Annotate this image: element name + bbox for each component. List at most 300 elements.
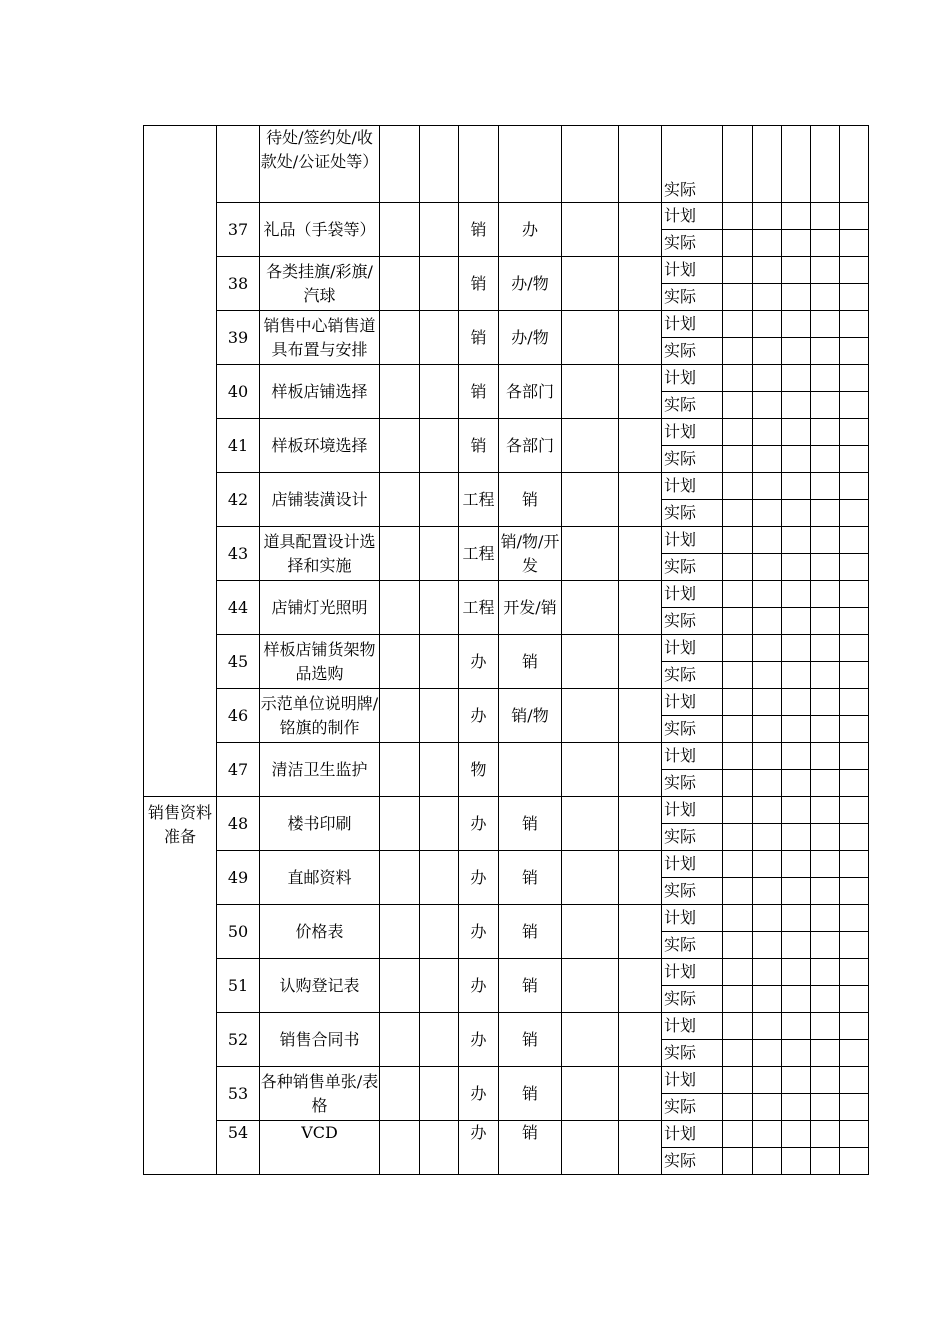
timeline-cell xyxy=(782,419,811,446)
timeline-cell xyxy=(811,581,840,608)
empty-cell xyxy=(619,743,662,797)
table-row xyxy=(144,743,869,770)
empty-cell xyxy=(562,581,619,635)
timeline-cell xyxy=(840,878,869,905)
timeline-cell xyxy=(811,527,840,554)
plan-label: 计划 xyxy=(662,1067,723,1094)
timeline-cell xyxy=(840,1067,869,1094)
number-cell: 45 xyxy=(217,635,260,689)
empty-cell xyxy=(562,635,619,689)
number-cell: 48 xyxy=(217,797,260,851)
timeline-cell xyxy=(840,1094,869,1121)
empty-cell xyxy=(619,1121,662,1175)
timeline-cell xyxy=(840,473,869,500)
empty-cell xyxy=(562,126,619,203)
timeline-cell xyxy=(753,203,782,230)
assist-dept-cell: 销 xyxy=(499,473,562,527)
schedule-table xyxy=(143,125,869,1175)
empty-cell xyxy=(420,126,459,203)
timeline-cell xyxy=(723,770,753,797)
timeline-cell xyxy=(782,284,811,311)
timeline-cell xyxy=(811,473,840,500)
plan-label: 计划 xyxy=(662,203,723,230)
timeline-cell xyxy=(840,932,869,959)
table-row xyxy=(144,959,869,986)
timeline-cell xyxy=(782,581,811,608)
assist-dept-cell: 办/物 xyxy=(499,257,562,311)
empty-cell xyxy=(619,311,662,365)
empty-cell xyxy=(562,1013,619,1067)
timeline-cell xyxy=(811,1121,840,1148)
number-cell: 47 xyxy=(217,743,260,797)
assist-dept-cell: 销 xyxy=(499,797,562,851)
timeline-cell xyxy=(753,986,782,1013)
table-row xyxy=(144,1067,869,1094)
task-cell: 样板环境选择 xyxy=(260,419,380,473)
assist-dept-cell: 各部门 xyxy=(499,419,562,473)
timeline-cell xyxy=(753,446,782,473)
timeline-cell xyxy=(753,932,782,959)
task-cell: 各种销售单张/表格 xyxy=(260,1067,380,1121)
empty-cell xyxy=(619,126,662,203)
empty-cell xyxy=(380,581,420,635)
plan-label: 计划 xyxy=(662,797,723,824)
timeline-cell xyxy=(753,419,782,446)
actual-label: 实际 xyxy=(662,1094,723,1121)
table-row xyxy=(144,1121,869,1148)
timeline-cell xyxy=(811,203,840,230)
timeline-cell xyxy=(840,1121,869,1148)
number-cell: 46 xyxy=(217,689,260,743)
timeline-cell xyxy=(723,446,753,473)
empty-cell xyxy=(380,527,420,581)
actual-label: 实际 xyxy=(662,230,723,257)
timeline-cell xyxy=(753,554,782,581)
empty-cell xyxy=(380,689,420,743)
timeline-cell xyxy=(753,126,782,203)
timeline-cell xyxy=(782,338,811,365)
task-cell: 销售合同书 xyxy=(260,1013,380,1067)
empty-cell xyxy=(420,203,459,257)
timeline-cell xyxy=(753,1013,782,1040)
task-cell: 样板店铺选择 xyxy=(260,365,380,419)
plan-label: 计划 xyxy=(662,1121,723,1148)
empty-cell xyxy=(619,527,662,581)
empty-cell xyxy=(562,473,619,527)
plan-label: 计划 xyxy=(662,635,723,662)
actual-label: 实际 xyxy=(662,932,723,959)
actual-label: 实际 xyxy=(662,878,723,905)
empty-cell xyxy=(562,365,619,419)
empty-cell xyxy=(420,311,459,365)
timeline-cell xyxy=(723,1067,753,1094)
lead-dept-cell: 销 xyxy=(459,203,499,257)
actual-label: 实际 xyxy=(662,824,723,851)
empty-cell xyxy=(562,1067,619,1121)
actual-label: 实际 xyxy=(662,338,723,365)
empty-cell xyxy=(380,959,420,1013)
timeline-cell xyxy=(811,905,840,932)
timeline-cell xyxy=(753,770,782,797)
timeline-cell xyxy=(753,851,782,878)
empty-cell xyxy=(420,365,459,419)
table-row xyxy=(144,126,869,203)
empty-cell xyxy=(420,959,459,1013)
timeline-cell xyxy=(811,230,840,257)
empty-cell xyxy=(420,743,459,797)
table-row xyxy=(144,797,869,824)
timeline-cell xyxy=(811,1067,840,1094)
timeline-cell xyxy=(782,689,811,716)
timeline-cell xyxy=(782,392,811,419)
actual-label: 实际 xyxy=(662,284,723,311)
timeline-cell xyxy=(811,1148,840,1175)
timeline-cell xyxy=(811,554,840,581)
empty-cell xyxy=(420,905,459,959)
timeline-cell xyxy=(811,689,840,716)
timeline-cell xyxy=(723,311,753,338)
number-cell: 42 xyxy=(217,473,260,527)
timeline-cell xyxy=(723,986,753,1013)
empty-cell xyxy=(380,743,420,797)
table-row xyxy=(144,905,869,932)
timeline-cell xyxy=(782,257,811,284)
table-body xyxy=(144,126,869,1175)
timeline-cell xyxy=(723,338,753,365)
empty-cell xyxy=(562,419,619,473)
empty-cell xyxy=(380,1067,420,1121)
assist-dept-cell: 销 xyxy=(499,851,562,905)
timeline-cell xyxy=(753,500,782,527)
empty-cell xyxy=(380,365,420,419)
timeline-cell xyxy=(840,392,869,419)
timeline-cell xyxy=(782,365,811,392)
timeline-cell xyxy=(811,1094,840,1121)
table-row xyxy=(144,257,869,284)
timeline-cell xyxy=(811,338,840,365)
empty-cell xyxy=(562,743,619,797)
empty-cell xyxy=(562,257,619,311)
task-cell: 各类挂旗/彩旗/汽球 xyxy=(260,257,380,311)
timeline-cell xyxy=(723,635,753,662)
timeline-cell xyxy=(723,905,753,932)
timeline-cell xyxy=(811,446,840,473)
timeline-cell xyxy=(753,878,782,905)
timeline-cell xyxy=(840,1013,869,1040)
actual-label: 实际 xyxy=(662,554,723,581)
empty-cell xyxy=(420,419,459,473)
timeline-cell xyxy=(811,500,840,527)
timeline-cell xyxy=(782,716,811,743)
actual-label: 实际 xyxy=(662,1040,723,1067)
timeline-cell xyxy=(840,446,869,473)
timeline-cell xyxy=(753,824,782,851)
timeline-cell xyxy=(753,257,782,284)
timeline-cell xyxy=(753,365,782,392)
timeline-cell xyxy=(782,824,811,851)
timeline-cell xyxy=(811,419,840,446)
timeline-cell xyxy=(723,851,753,878)
empty-cell xyxy=(619,203,662,257)
timeline-cell xyxy=(840,743,869,770)
timeline-cell xyxy=(753,635,782,662)
timeline-cell xyxy=(753,1121,782,1148)
timeline-cell xyxy=(782,554,811,581)
timeline-cell xyxy=(723,1013,753,1040)
timeline-cell xyxy=(723,716,753,743)
actual-label: 实际 xyxy=(662,392,723,419)
timeline-cell xyxy=(840,230,869,257)
timeline-cell xyxy=(753,1094,782,1121)
empty-cell xyxy=(420,851,459,905)
empty-cell xyxy=(420,473,459,527)
timeline-cell xyxy=(723,1094,753,1121)
plan-label: 计划 xyxy=(662,581,723,608)
timeline-cell xyxy=(782,1040,811,1067)
timeline-cell xyxy=(753,905,782,932)
timeline-cell xyxy=(840,770,869,797)
timeline-cell xyxy=(753,392,782,419)
timeline-cell xyxy=(840,527,869,554)
empty-cell xyxy=(380,1013,420,1067)
task-cell: 楼书印刷 xyxy=(260,797,380,851)
lead-dept-cell: 销 xyxy=(459,311,499,365)
timeline-cell xyxy=(723,824,753,851)
table-row xyxy=(144,311,869,338)
timeline-cell xyxy=(723,500,753,527)
actual-label: 实际 xyxy=(662,986,723,1013)
lead-dept-cell: 销 xyxy=(459,257,499,311)
lead-dept-cell: 办 xyxy=(459,1013,499,1067)
timeline-cell xyxy=(840,311,869,338)
timeline-cell xyxy=(811,311,840,338)
timeline-cell xyxy=(811,365,840,392)
actual-label: 实际 xyxy=(662,716,723,743)
number-cell: 44 xyxy=(217,581,260,635)
timeline-cell xyxy=(723,126,753,203)
timeline-cell xyxy=(782,230,811,257)
timeline-cell xyxy=(782,527,811,554)
empty-cell xyxy=(562,311,619,365)
lead-dept-cell: 办 xyxy=(459,797,499,851)
timeline-cell xyxy=(723,797,753,824)
lead-dept-cell: 办 xyxy=(459,635,499,689)
empty-cell xyxy=(619,959,662,1013)
table-row xyxy=(144,365,869,392)
timeline-cell xyxy=(723,932,753,959)
empty-cell xyxy=(619,635,662,689)
timeline-cell xyxy=(811,770,840,797)
timeline-cell xyxy=(840,635,869,662)
category-cell xyxy=(144,126,217,797)
table-row xyxy=(144,1013,869,1040)
table-row xyxy=(144,689,869,716)
timeline-cell xyxy=(753,959,782,986)
actual-label: 实际 xyxy=(662,662,723,689)
table-row xyxy=(144,419,869,446)
number-cell: 38 xyxy=(217,257,260,311)
timeline-cell xyxy=(753,689,782,716)
timeline-cell xyxy=(782,770,811,797)
plan-label: 计划 xyxy=(662,959,723,986)
lead-dept-cell: 工程 xyxy=(459,527,499,581)
task-cell: VCD xyxy=(260,1121,380,1175)
timeline-cell xyxy=(723,473,753,500)
timeline-cell xyxy=(811,878,840,905)
empty-cell xyxy=(562,203,619,257)
empty-cell xyxy=(380,473,420,527)
timeline-cell xyxy=(840,1040,869,1067)
empty-cell xyxy=(619,797,662,851)
timeline-cell xyxy=(811,1013,840,1040)
plan-label: 计划 xyxy=(662,257,723,284)
timeline-cell xyxy=(782,635,811,662)
timeline-cell xyxy=(811,662,840,689)
timeline-cell xyxy=(840,689,869,716)
assist-dept-cell: 销 xyxy=(499,959,562,1013)
plan-label: 计划 xyxy=(662,419,723,446)
timeline-cell xyxy=(840,500,869,527)
timeline-cell xyxy=(753,230,782,257)
plan-label: 计划 xyxy=(662,527,723,554)
task-cell: 礼品（手袋等） xyxy=(260,203,380,257)
timeline-cell xyxy=(723,392,753,419)
task-cell: 示范单位说明牌/铭旗的制作 xyxy=(260,689,380,743)
timeline-cell xyxy=(840,986,869,1013)
number-cell: 40 xyxy=(217,365,260,419)
timeline-cell xyxy=(840,554,869,581)
timeline-cell xyxy=(753,581,782,608)
empty-cell xyxy=(619,1013,662,1067)
task-cell: 待处/签约处/收款处/公证处等） xyxy=(260,126,380,203)
timeline-cell xyxy=(782,1121,811,1148)
assist-dept-cell: 办/物 xyxy=(499,311,562,365)
timeline-cell xyxy=(723,689,753,716)
lead-dept-cell: 物 xyxy=(459,743,499,797)
lead-dept-cell: 办 xyxy=(459,851,499,905)
timeline-cell xyxy=(840,284,869,311)
empty-cell xyxy=(420,1121,459,1175)
empty-cell xyxy=(562,905,619,959)
task-cell: 样板店铺货架物品选购 xyxy=(260,635,380,689)
timeline-cell xyxy=(782,959,811,986)
plan-label: 计划 xyxy=(662,1013,723,1040)
timeline-cell xyxy=(782,1094,811,1121)
timeline-cell xyxy=(811,126,840,203)
timeline-cell xyxy=(811,1040,840,1067)
empty-cell xyxy=(619,581,662,635)
timeline-cell xyxy=(840,203,869,230)
timeline-cell xyxy=(782,203,811,230)
empty-cell xyxy=(562,527,619,581)
empty-cell xyxy=(562,959,619,1013)
task-cell: 销售中心销售道具布置与安排 xyxy=(260,311,380,365)
timeline-cell xyxy=(782,851,811,878)
plan-label: 计划 xyxy=(662,851,723,878)
timeline-cell xyxy=(811,392,840,419)
assist-dept-cell xyxy=(499,126,562,203)
empty-cell xyxy=(380,635,420,689)
actual-label: 实际 xyxy=(662,500,723,527)
category-cell: 销售资料准备 xyxy=(144,797,217,1175)
lead-dept-cell: 销 xyxy=(459,419,499,473)
task-cell: 店铺装潢设计 xyxy=(260,473,380,527)
empty-cell xyxy=(420,797,459,851)
lead-dept-cell: 办 xyxy=(459,905,499,959)
lead-dept-cell: 工程 xyxy=(459,581,499,635)
actual-label: 实际 xyxy=(662,770,723,797)
empty-cell xyxy=(380,851,420,905)
timeline-cell xyxy=(753,1067,782,1094)
timeline-cell xyxy=(753,743,782,770)
empty-cell xyxy=(380,203,420,257)
empty-cell xyxy=(619,1067,662,1121)
empty-cell xyxy=(420,581,459,635)
empty-cell xyxy=(562,689,619,743)
timeline-cell xyxy=(782,986,811,1013)
assist-dept-cell: 销 xyxy=(499,1067,562,1121)
lead-dept-cell: 销 xyxy=(459,365,499,419)
timeline-cell xyxy=(782,797,811,824)
timeline-cell xyxy=(811,797,840,824)
timeline-cell xyxy=(782,662,811,689)
table-row xyxy=(144,851,869,878)
timeline-cell xyxy=(840,126,869,203)
timeline-cell xyxy=(723,1040,753,1067)
number-cell: 37 xyxy=(217,203,260,257)
timeline-cell xyxy=(723,284,753,311)
empty-cell xyxy=(380,797,420,851)
timeline-cell xyxy=(753,608,782,635)
table-row xyxy=(144,473,869,500)
timeline-cell xyxy=(753,1040,782,1067)
timeline-cell xyxy=(782,608,811,635)
assist-dept-cell: 销 xyxy=(499,1013,562,1067)
task-cell: 认购登记表 xyxy=(260,959,380,1013)
timeline-cell xyxy=(811,824,840,851)
actual-label: 实际 xyxy=(662,1148,723,1175)
table-row xyxy=(144,581,869,608)
timeline-cell xyxy=(782,311,811,338)
timeline-cell xyxy=(723,203,753,230)
timeline-cell xyxy=(723,1121,753,1148)
number-cell xyxy=(217,126,260,203)
empty-cell xyxy=(380,311,420,365)
empty-cell xyxy=(619,851,662,905)
timeline-cell xyxy=(811,932,840,959)
timeline-cell xyxy=(753,284,782,311)
empty-cell xyxy=(380,905,420,959)
lead-dept-cell: 工程 xyxy=(459,473,499,527)
timeline-cell xyxy=(811,257,840,284)
assist-dept-cell: 各部门 xyxy=(499,365,562,419)
task-cell: 店铺灯光照明 xyxy=(260,581,380,635)
timeline-cell xyxy=(723,1148,753,1175)
timeline-cell xyxy=(840,419,869,446)
timeline-cell xyxy=(782,743,811,770)
timeline-cell xyxy=(811,743,840,770)
empty-cell xyxy=(380,257,420,311)
timeline-cell xyxy=(840,797,869,824)
timeline-cell xyxy=(723,419,753,446)
lead-dept-cell xyxy=(459,126,499,203)
table-row xyxy=(144,635,869,662)
timeline-cell xyxy=(782,473,811,500)
timeline-cell xyxy=(753,797,782,824)
actual-label: 实际 xyxy=(662,126,723,203)
actual-label: 实际 xyxy=(662,446,723,473)
task-cell: 价格表 xyxy=(260,905,380,959)
